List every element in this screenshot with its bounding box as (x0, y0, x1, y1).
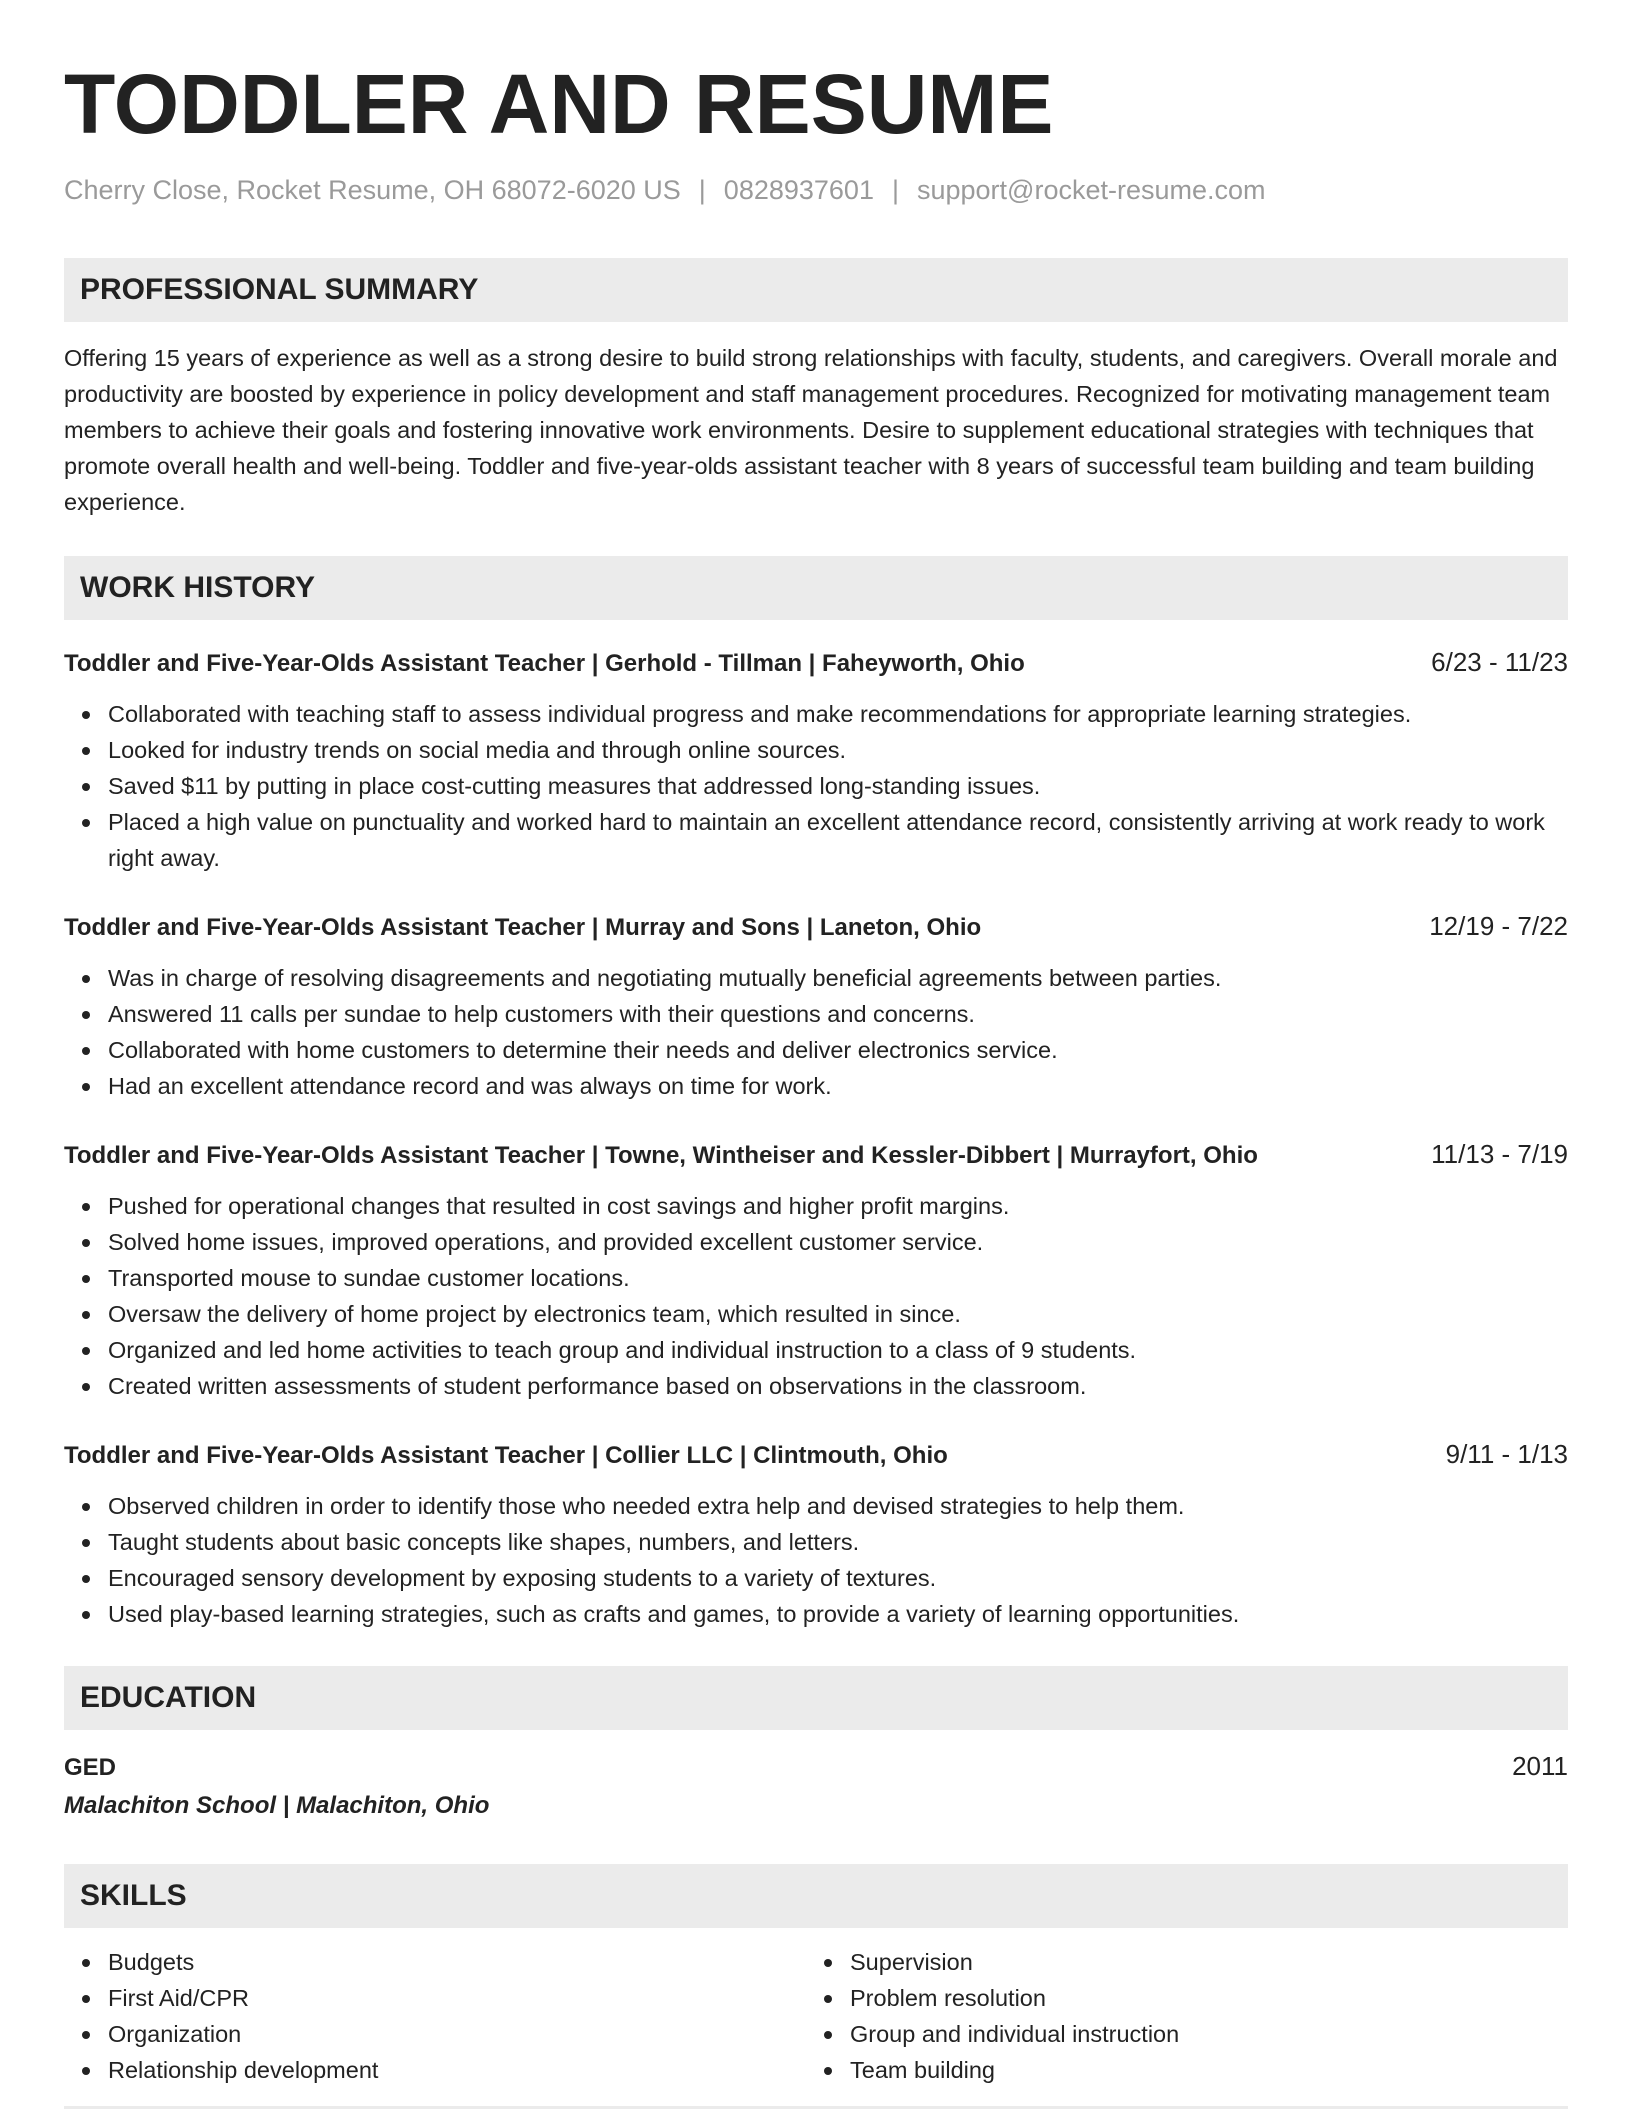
list-item: Used play-based learning strategies, such as crafts and games, to provide a variety of learning opportunities. (108, 1596, 1568, 1632)
list-item: First Aid/CPR (108, 1980, 806, 2016)
list-item: Looked for industry trends on social media and through online sources. (108, 732, 1568, 768)
list-item: Created written assessments of student performance based on observations in the classroom. (108, 1368, 1568, 1404)
contact-separator: | (891, 175, 899, 205)
job-dates: 9/11 - 1/13 (1445, 1439, 1568, 1469)
education-year: 2011 (1512, 1751, 1568, 1781)
list-item: Was in charge of resolving disagreements and negotiating mutually beneficial agreements between parties. (108, 960, 1568, 996)
job-title: Toddler and Five-Year-Olds Assistant Teacher | Murray and Sons | Laneton, Ohio (64, 914, 982, 941)
candidate-name: TODDLER AND RESUME (64, 57, 1054, 151)
list-item: Organized and led home activities to teach group and individual instruction to a class of 9 students. (108, 1332, 1568, 1368)
list-item: Solved home issues, improved operations, and provided excellent customer service. (108, 1224, 1568, 1260)
contact-address: Cherry Close, Rocket Resume, OH 68072-6020 US (64, 175, 681, 205)
job-entry (64, 1136, 1568, 1404)
list-item: Saved $11 by putting in place cost-cutting measures that addressed long-standing issues. (108, 768, 1568, 804)
education-school: Malachiton School | Malachiton, Ohio (64, 1792, 490, 1819)
job-header (64, 1136, 1568, 1172)
job-dates: 12/19 - 7/22 (1429, 911, 1568, 941)
skills-list (64, 1944, 806, 2088)
education-entry (64, 1748, 1568, 1786)
job-bullets (64, 696, 1568, 876)
list-item: Taught students about basic concepts like shapes, numbers, and letters. (108, 1524, 1568, 1560)
job-header (64, 908, 1568, 944)
list-item: Relationship development (108, 2052, 806, 2088)
summary-text: Offering 15 years of experience as well as a strong desire to build strong relationships with faculty, students, and caregivers. Overall morale and productivity are boosted by experience in policy development and staff management procedures. Recognized for motivating management team members to achieve their goals and fostering innovative work environments. Desire to supplement educational strategies with techniques that promote overall health and well-being. Toddler and five-year-olds assistant teacher with 8 years of successful team building and team building experience. (64, 345, 1558, 515)
job-entry (64, 644, 1568, 876)
contact-separator: | (698, 175, 706, 205)
job-bullets (64, 960, 1568, 1104)
job-dates: 6/23 - 11/23 (1431, 647, 1568, 677)
education-degree: GED (64, 1754, 117, 1781)
skills-list (806, 1944, 1548, 2088)
job-title: Toddler and Five-Year-Olds Assistant Teacher | Gerhold - Tillman | Faheyworth, Ohio (64, 650, 1025, 677)
job-entry (64, 1436, 1568, 1632)
list-item: Budgets (108, 1944, 806, 1980)
list-item: Group and individual instruction (850, 2016, 1548, 2052)
list-item: Collaborated with home customers to determine their needs and deliver electronics service. (108, 1032, 1568, 1068)
list-item: Supervision (850, 1944, 1548, 1980)
job-entry (64, 908, 1568, 1104)
list-item: Problem resolution (850, 1980, 1548, 2016)
contact-email: support@rocket-resume.com (916, 175, 1266, 205)
list-item: Collaborated with teaching staff to assess individual progress and make recommendations for appropriate learning strategies. (108, 696, 1568, 732)
skills-grid (64, 1944, 1568, 2088)
list-item: Pushed for operational changes that resulted in cost savings and higher profit margins. (108, 1188, 1568, 1224)
skills-column-right (806, 1944, 1548, 2088)
resume-page (64, 52, 1568, 2088)
list-item: Observed children in order to identify those who needed extra help and devised strategies to help them. (108, 1488, 1568, 1524)
job-dates: 11/13 - 7/19 (1431, 1139, 1568, 1169)
list-item: Oversaw the delivery of home project by electronics team, which resulted in since. (108, 1296, 1568, 1332)
job-header (64, 1436, 1568, 1472)
list-item: Encouraged sensory development by exposing students to a variety of textures. (108, 1560, 1568, 1596)
skills-column-left (64, 1944, 806, 2088)
list-item: Placed a high value on punctuality and worked hard to maintain an excellent attendance record, consistently arriving at work ready to work right away. (108, 804, 1568, 876)
section-header-summary: PROFESSIONAL SUMMARY (64, 258, 1568, 322)
bottom-divider (64, 2106, 1568, 2109)
list-item: Transported mouse to sundae customer locations. (108, 1260, 1568, 1296)
job-header (64, 644, 1568, 680)
job-bullets (64, 1488, 1568, 1632)
section-header-work-history: WORK HISTORY (64, 556, 1568, 620)
list-item: Answered 11 calls per sundae to help customers with their questions and concerns. (108, 996, 1568, 1032)
section-header-education: EDUCATION (64, 1666, 1568, 1730)
job-title: Toddler and Five-Year-Olds Assistant Teacher | Towne, Wintheiser and Kessler-Dibbert | Murrayfort, Ohio (64, 1142, 1258, 1169)
contact-line (64, 172, 1568, 208)
list-item: Organization (108, 2016, 806, 2052)
list-item: Had an excellent attendance record and was always on time for work. (108, 1068, 1568, 1104)
job-title: Toddler and Five-Year-Olds Assistant Teacher | Collier LLC | Clintmouth, Ohio (64, 1442, 948, 1469)
section-header-skills: SKILLS (64, 1864, 1568, 1928)
job-bullets (64, 1188, 1568, 1404)
list-item: Team building (850, 2052, 1548, 2088)
contact-phone: 0828937601 (723, 175, 874, 205)
